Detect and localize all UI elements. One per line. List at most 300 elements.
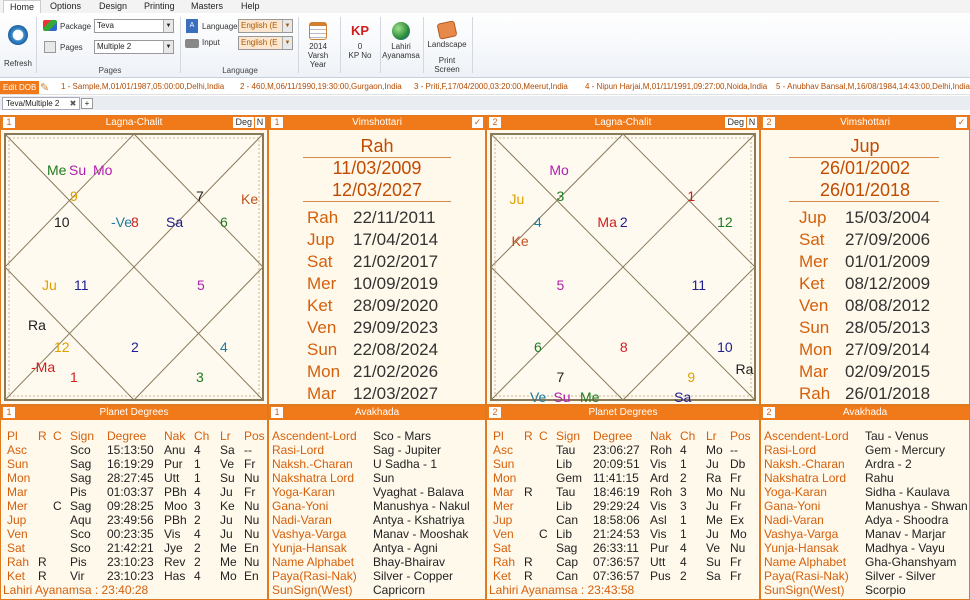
avakhada-key: Rasi-Lord <box>764 443 817 457</box>
profile-bar <box>0 79 970 95</box>
pages-group-label: Pages <box>98 66 122 75</box>
table-row <box>487 443 759 457</box>
avakhada-row <box>761 541 969 555</box>
table-row <box>487 513 759 527</box>
table-cell: Nu <box>244 527 260 541</box>
menu-masters[interactable]: Masters <box>191 1 224 11</box>
dasha-lord: Jup <box>850 136 880 156</box>
input-select[interactable] <box>238 36 293 50</box>
menu-home[interactable]: Home <box>3 0 41 13</box>
avakhada-value: Antya - Kshatriya <box>373 513 465 527</box>
dasha-row <box>269 340 485 362</box>
table-cell: 1 <box>194 457 201 471</box>
table-cell: Sat <box>493 541 512 555</box>
avakhada-row <box>761 457 969 471</box>
avakhada-key: Name Alphabet <box>764 555 847 569</box>
dasha-planet: Sat <box>799 230 825 249</box>
chart-label: 3 <box>556 188 565 204</box>
refresh-icon <box>8 25 28 45</box>
table-cell: Mon <box>493 471 517 485</box>
table-cell: Nu <box>244 513 260 527</box>
panel-number: 1 <box>271 117 283 128</box>
dasha-date: 26/01/2018 <box>845 384 931 403</box>
avakhada-key: Gana-Yoni <box>764 499 821 513</box>
planet-degrees-1 <box>0 405 268 600</box>
table-cell: Sag <box>556 541 578 555</box>
table-cell: Roh <box>650 485 673 499</box>
table-cell: Pus <box>650 569 671 583</box>
chart-label: Su <box>553 389 571 404</box>
table-cell: 26:33:11 <box>593 541 639 555</box>
table-cell: 2 <box>680 569 687 583</box>
language-group-label: Language <box>222 66 258 75</box>
table-cell: Nu <box>730 485 746 499</box>
dasha-date: 12/03/2027 <box>353 384 439 403</box>
tab-teva-multiple[interactable] <box>2 97 80 110</box>
table-row <box>487 569 759 583</box>
avakhada-key: Nadi-Varan <box>272 513 332 527</box>
chevron-down-icon: ▼ <box>163 41 173 53</box>
dasha-row <box>761 274 969 296</box>
language-value: English (E <box>241 21 278 30</box>
table-cell: Utt <box>650 555 666 569</box>
table-cell: Lib <box>556 499 573 513</box>
column-header: Ch <box>194 429 210 443</box>
table-cell: Jup <box>493 513 513 527</box>
tab-label: Teva/Multiple 2 <box>6 99 60 108</box>
dasha-planet: Rah <box>799 384 831 403</box>
table-cell: 2 <box>680 471 687 485</box>
avakhada-table <box>761 420 969 599</box>
avakhada-value: Manushya - Shwan <box>865 499 968 513</box>
avakhada-row <box>269 527 485 541</box>
table-cell: Nu <box>244 471 260 485</box>
table-cell: 23:49:56 <box>107 513 154 527</box>
table-cell: Roh <box>650 443 673 457</box>
chart-label: Me <box>47 162 67 178</box>
chart-label: Sa <box>166 214 184 230</box>
language-select[interactable] <box>238 19 293 33</box>
table-cell: En <box>244 569 259 583</box>
table-cell: Rah <box>7 555 30 569</box>
chart-label: Ra <box>28 317 46 333</box>
table-row <box>1 527 267 541</box>
dasha-row <box>761 362 969 384</box>
n-toggle[interactable]: N <box>748 117 756 127</box>
avakhada-value: Silver - Copper <box>373 569 454 583</box>
avakhada-value: Bhay-Bhairav <box>373 555 446 569</box>
table-cell: Ven <box>493 527 514 541</box>
package-label: Package <box>60 22 92 31</box>
table-cell: Ju <box>706 499 719 513</box>
panel-title: Lagna-Chalit <box>594 117 652 128</box>
table-cell: 23:10:23 <box>107 555 154 569</box>
refresh-label: Refresh <box>3 59 32 68</box>
avakhada-key: Nakshatra Lord <box>764 471 847 485</box>
table-cell: Mar <box>493 485 514 499</box>
chart-label: Su <box>69 162 87 178</box>
edit-dob-button[interactable]: Edit DOB <box>0 81 39 94</box>
chevron-down-icon: ▼ <box>282 20 292 32</box>
avakhada-row <box>269 457 485 471</box>
dasha-start: 26/01/2002 <box>819 158 911 178</box>
landscape-icon <box>437 20 458 39</box>
table-cell: Me <box>220 555 237 569</box>
menu-design[interactable]: Design <box>99 1 128 11</box>
chart-label: Ke <box>241 191 259 207</box>
avakhada-row <box>761 471 969 485</box>
column-header: Pl <box>493 429 504 443</box>
dasha-end: 26/01/2018 <box>819 180 911 200</box>
table-cell: Ket <box>7 569 26 583</box>
profile-item[interactable]: 4 - Nipun Harjai,M,01/11/1991,09:27:00,Noida,India <box>585 82 768 91</box>
table-cell: Nu <box>244 555 260 569</box>
avakhada-value: Tau - Venus <box>865 429 929 443</box>
chart-label: 4 <box>534 214 542 230</box>
ribbon-divider <box>298 17 299 73</box>
avakhada-row <box>269 429 485 443</box>
avakhada-value: U Sadha - 1 <box>373 457 438 471</box>
panel-number: 1 <box>3 117 15 128</box>
chart-label: 1 <box>70 369 78 385</box>
table-cell: Fr <box>730 555 742 569</box>
table-cell: Can <box>556 513 579 527</box>
table-cell: 4 <box>680 443 687 457</box>
dasha-body <box>269 130 485 404</box>
table-cell: Db <box>730 457 746 471</box>
table-cell: PBh <box>164 485 187 499</box>
chart-label: 6 <box>534 339 542 355</box>
deg-toggle[interactable]: Deg <box>727 117 744 127</box>
table-row <box>1 513 267 527</box>
table-cell: Nu <box>730 541 746 555</box>
table-cell: Sag <box>70 471 92 485</box>
dasha-row <box>269 208 485 230</box>
table-cell: 3 <box>680 485 687 499</box>
dasha-planet: Ven <box>307 318 337 337</box>
avakhada-row <box>269 471 485 485</box>
table-cell: 18:58:06 <box>593 513 640 527</box>
chevron-down-icon: ▼ <box>163 20 173 32</box>
ribbon <box>0 13 970 78</box>
table-cell: -- <box>244 443 252 457</box>
dasha-date: 22/11/2011 <box>353 208 436 227</box>
avakhada-row <box>269 569 485 583</box>
package-icon <box>43 20 57 31</box>
chart-label: 9 <box>70 188 78 204</box>
table-cell: Ket <box>493 569 512 583</box>
table-cell: Sun <box>7 457 29 471</box>
table-cell: R <box>524 569 533 583</box>
table-cell: 07:36:57 <box>593 569 640 583</box>
table-cell: Sa <box>220 443 235 457</box>
table-cell: Asl <box>650 513 667 527</box>
column-header: Ch <box>680 429 696 443</box>
table-row <box>487 457 759 471</box>
menu-printing[interactable]: Printing <box>144 1 175 11</box>
table-row <box>1 499 267 513</box>
column-header: Pos <box>730 429 751 443</box>
avakhada-row <box>269 485 485 499</box>
chart-label: Ra <box>735 361 754 377</box>
dasha-row <box>269 230 485 252</box>
avakhada-1 <box>268 405 486 600</box>
avakhada-value: Antya - Agni <box>373 541 438 555</box>
table-cell: Nu <box>244 499 260 513</box>
table-cell: 20:09:51 <box>593 457 640 471</box>
table-cell: Vis <box>164 527 181 541</box>
table-row <box>1 485 267 499</box>
planet-degrees-2 <box>486 405 760 600</box>
input-label: Input <box>202 38 220 47</box>
avakhada-key: Paya(Rasi-Nak) <box>272 569 357 583</box>
table-cell: 00:23:35 <box>107 527 154 541</box>
chart-label: 8 <box>131 214 139 230</box>
table-row <box>1 555 267 569</box>
table-cell: Ve <box>706 541 721 555</box>
table-cell: Ju <box>706 527 719 541</box>
ribbon-divider <box>180 17 181 73</box>
table-cell: Pur <box>164 457 183 471</box>
avakhada-key: Ascendent-Lord <box>764 429 849 443</box>
close-icon[interactable]: ✖ <box>69 99 77 108</box>
refresh-button[interactable] <box>3 25 33 68</box>
panel-number: 2 <box>763 117 775 128</box>
table-cell: Asc <box>7 443 28 457</box>
dasha-planet: Mer <box>799 252 829 271</box>
table-cell: Su <box>706 555 721 569</box>
table-cell: Pis <box>70 555 87 569</box>
dasha-date: 08/08/2012 <box>845 296 931 315</box>
pages-icon <box>44 41 56 53</box>
dasha-planet: Rah <box>307 208 339 227</box>
menu-options[interactable]: Options <box>50 1 82 11</box>
dasha-planet: Sun <box>799 318 830 337</box>
dasha-planet: Mon <box>799 340 833 359</box>
ribbon-divider <box>36 17 37 73</box>
globe-icon <box>392 22 410 40</box>
menu-help[interactable]: Help <box>241 1 260 11</box>
add-tab-button[interactable]: + <box>81 98 93 109</box>
table-cell: Sag <box>70 499 92 513</box>
table-cell: Rev <box>164 555 186 569</box>
landscape-button[interactable] <box>425 22 469 74</box>
avakhada-row <box>269 555 485 569</box>
chart-label: 2 <box>131 339 139 355</box>
table-cell: Vis <box>650 527 667 541</box>
table-cell: Rah <box>493 555 516 569</box>
keyboard-icon <box>185 39 199 48</box>
table-cell: 16:19:29 <box>107 457 154 471</box>
avakhada-key: Naksh.-Charan <box>764 457 845 471</box>
avakhada-row <box>761 485 969 499</box>
table-cell: Ju <box>706 457 719 471</box>
table-cell: Ve <box>220 457 235 471</box>
check-icon[interactable]: ✓ <box>473 117 482 127</box>
dasha-row <box>761 252 969 274</box>
column-header: Nak <box>164 429 186 443</box>
dasha-row <box>269 252 485 274</box>
table-cell: Ju <box>220 527 233 541</box>
avakhada-value: Madhya - Vayu <box>865 541 945 555</box>
lagna-chalit-chart-2 <box>486 115 760 405</box>
panel-header <box>1 406 267 420</box>
column-header: Degree <box>593 429 633 443</box>
north-indian-chart <box>487 130 759 404</box>
chart-label: 11 <box>691 277 707 293</box>
dasha-row <box>269 362 485 384</box>
table-row <box>487 541 759 555</box>
profile-item[interactable]: 3 - Priti,F,17/04/2000,03:20:00,Meerut,India <box>414 82 568 91</box>
package-value: Teva <box>97 21 114 30</box>
panel-title: Vimshottari <box>352 117 402 128</box>
table-cell: 23:10:23 <box>107 569 154 583</box>
varsh-year-button[interactable] <box>301 22 335 69</box>
table-cell: Vir <box>70 569 85 583</box>
table-cell: 18:46:19 <box>593 485 640 499</box>
table-cell: 2 <box>194 541 201 555</box>
dasha-body <box>761 130 969 404</box>
table-cell: Tau <box>556 443 576 457</box>
table-cell: Sco <box>70 527 91 541</box>
profile-item[interactable]: 5 - Anubhav Bansal,M,16/08/1984,14:43:00,Delhi,India <box>776 82 970 91</box>
n-toggle[interactable]: N <box>256 117 264 127</box>
chart-label: 5 <box>197 277 205 293</box>
north-indian-chart <box>1 130 267 404</box>
chart-label: Ju <box>42 277 57 293</box>
vimshottari-dasha-1 <box>268 115 486 405</box>
underline <box>303 201 451 202</box>
dasha-row <box>761 230 969 252</box>
chart-label: Sa <box>674 389 692 404</box>
column-header: R <box>38 429 47 443</box>
input-value: English (E <box>241 38 278 47</box>
dasha-planet: Mar <box>307 384 337 403</box>
table-cell: 2 <box>194 555 201 569</box>
table-cell: 07:36:57 <box>593 555 640 569</box>
deg-toggle[interactable]: Deg <box>235 117 252 127</box>
panel-header <box>269 116 485 130</box>
table-cell: Asc <box>493 443 514 457</box>
pages-value: Multiple 2 <box>97 42 132 51</box>
table-cell: Mo <box>730 527 747 541</box>
table-row <box>487 471 759 485</box>
dasha-date: 08/12/2009 <box>845 274 931 293</box>
dasha-row <box>761 384 969 406</box>
dasha-planet: Sat <box>307 252 333 271</box>
table-cell: 09:28:25 <box>107 499 154 513</box>
table-cell: Mo <box>220 569 237 583</box>
table-cell: C <box>539 527 548 541</box>
avakhada-row <box>269 443 485 457</box>
table-cell: Gem <box>556 471 583 485</box>
dasha-planet: Jup <box>307 230 335 249</box>
pencil-icon[interactable]: ✎ <box>40 82 50 94</box>
table-cell: 1 <box>680 527 687 541</box>
avakhada-row <box>761 443 969 457</box>
varsh-year-label: Varsh Year <box>307 51 329 69</box>
table-cell: R <box>524 485 533 499</box>
table-cell: Jup <box>7 513 27 527</box>
column-header: R <box>524 429 533 443</box>
table-cell: Moo <box>164 499 188 513</box>
avakhada-row <box>269 541 485 555</box>
chart-label: 12 <box>717 214 733 230</box>
planet-degrees-table <box>487 420 759 599</box>
calendar-icon <box>309 22 327 40</box>
table-cell: 1 <box>194 471 201 485</box>
avakhada-row <box>269 499 485 513</box>
dasha-date: 27/09/2014 <box>845 340 931 359</box>
table-cell: -- <box>730 443 738 457</box>
chart-label: 8 <box>619 339 628 355</box>
table-cell: Vis <box>650 457 667 471</box>
vimshottari-dasha-2 <box>760 115 970 405</box>
ayanamsa-button[interactable] <box>381 22 421 60</box>
table-cell: Tau <box>556 485 576 499</box>
table-cell: 15:13:50 <box>107 443 154 457</box>
dasha-planet: Ket <box>799 274 825 293</box>
column-header: Sign <box>556 429 581 443</box>
table-cell: Fr <box>730 471 742 485</box>
table-cell: Sun <box>493 457 515 471</box>
dasha-date: 10/09/2019 <box>353 274 439 293</box>
table-cell: Mon <box>7 471 31 485</box>
dasha-date: 28/09/2020 <box>353 296 439 315</box>
avakhada-key: Vashya-Varga <box>272 527 347 541</box>
dasha-row <box>761 340 969 362</box>
chart-label: Mo <box>93 162 113 178</box>
profile-item[interactable]: 2 - 460,M,06/11/1990,19:30:00,Gurgaon,India <box>240 82 402 91</box>
chart-label: 11 <box>74 277 89 293</box>
pages-select[interactable] <box>94 40 174 54</box>
package-select[interactable] <box>94 19 174 33</box>
dasha-row <box>269 296 485 318</box>
avakhada-key: Ascendent-Lord <box>272 429 357 443</box>
kp-number-button[interactable] <box>343 22 377 60</box>
avakhada-row <box>761 429 969 443</box>
table-row <box>487 555 759 569</box>
ayanamsa-label: Ayanamsa <box>382 51 420 60</box>
table-cell: Fr <box>244 485 256 499</box>
dasha-planet: Mer <box>307 274 337 293</box>
kp-icon: KP <box>350 23 370 38</box>
table-cell: Cap <box>556 555 579 569</box>
avakhada-table <box>269 420 485 599</box>
avakhada-row <box>761 555 969 569</box>
ayanamsa-value: Lahiri <box>391 42 411 51</box>
avakhada-key: Nakshatra Lord <box>272 471 355 485</box>
planet-degrees-table <box>1 420 267 599</box>
dasha-date: 21/02/2026 <box>353 362 439 381</box>
panel-number: 2 <box>489 407 501 418</box>
panel-title: Vimshottari <box>840 117 890 128</box>
dasha-row <box>761 318 969 340</box>
avakhada-key: Yoga-Karan <box>272 485 335 499</box>
avakhada-row <box>761 527 969 541</box>
table-cell: 3 <box>680 499 687 513</box>
print-screen-label: Print Screen <box>434 56 460 74</box>
profile-item[interactable]: 1 - Sample,M,01/01/1987,05:00:00,Delhi,India <box>61 82 225 91</box>
language-icon: A <box>186 19 198 33</box>
table-row <box>1 541 267 555</box>
check-icon[interactable]: ✓ <box>957 117 966 127</box>
panel-number: 1 <box>271 407 283 418</box>
chart-label: 5 <box>556 277 565 293</box>
dasha-row <box>761 208 969 230</box>
lagna-chalit-chart-1 <box>0 115 268 405</box>
avakhada-2 <box>760 405 970 600</box>
